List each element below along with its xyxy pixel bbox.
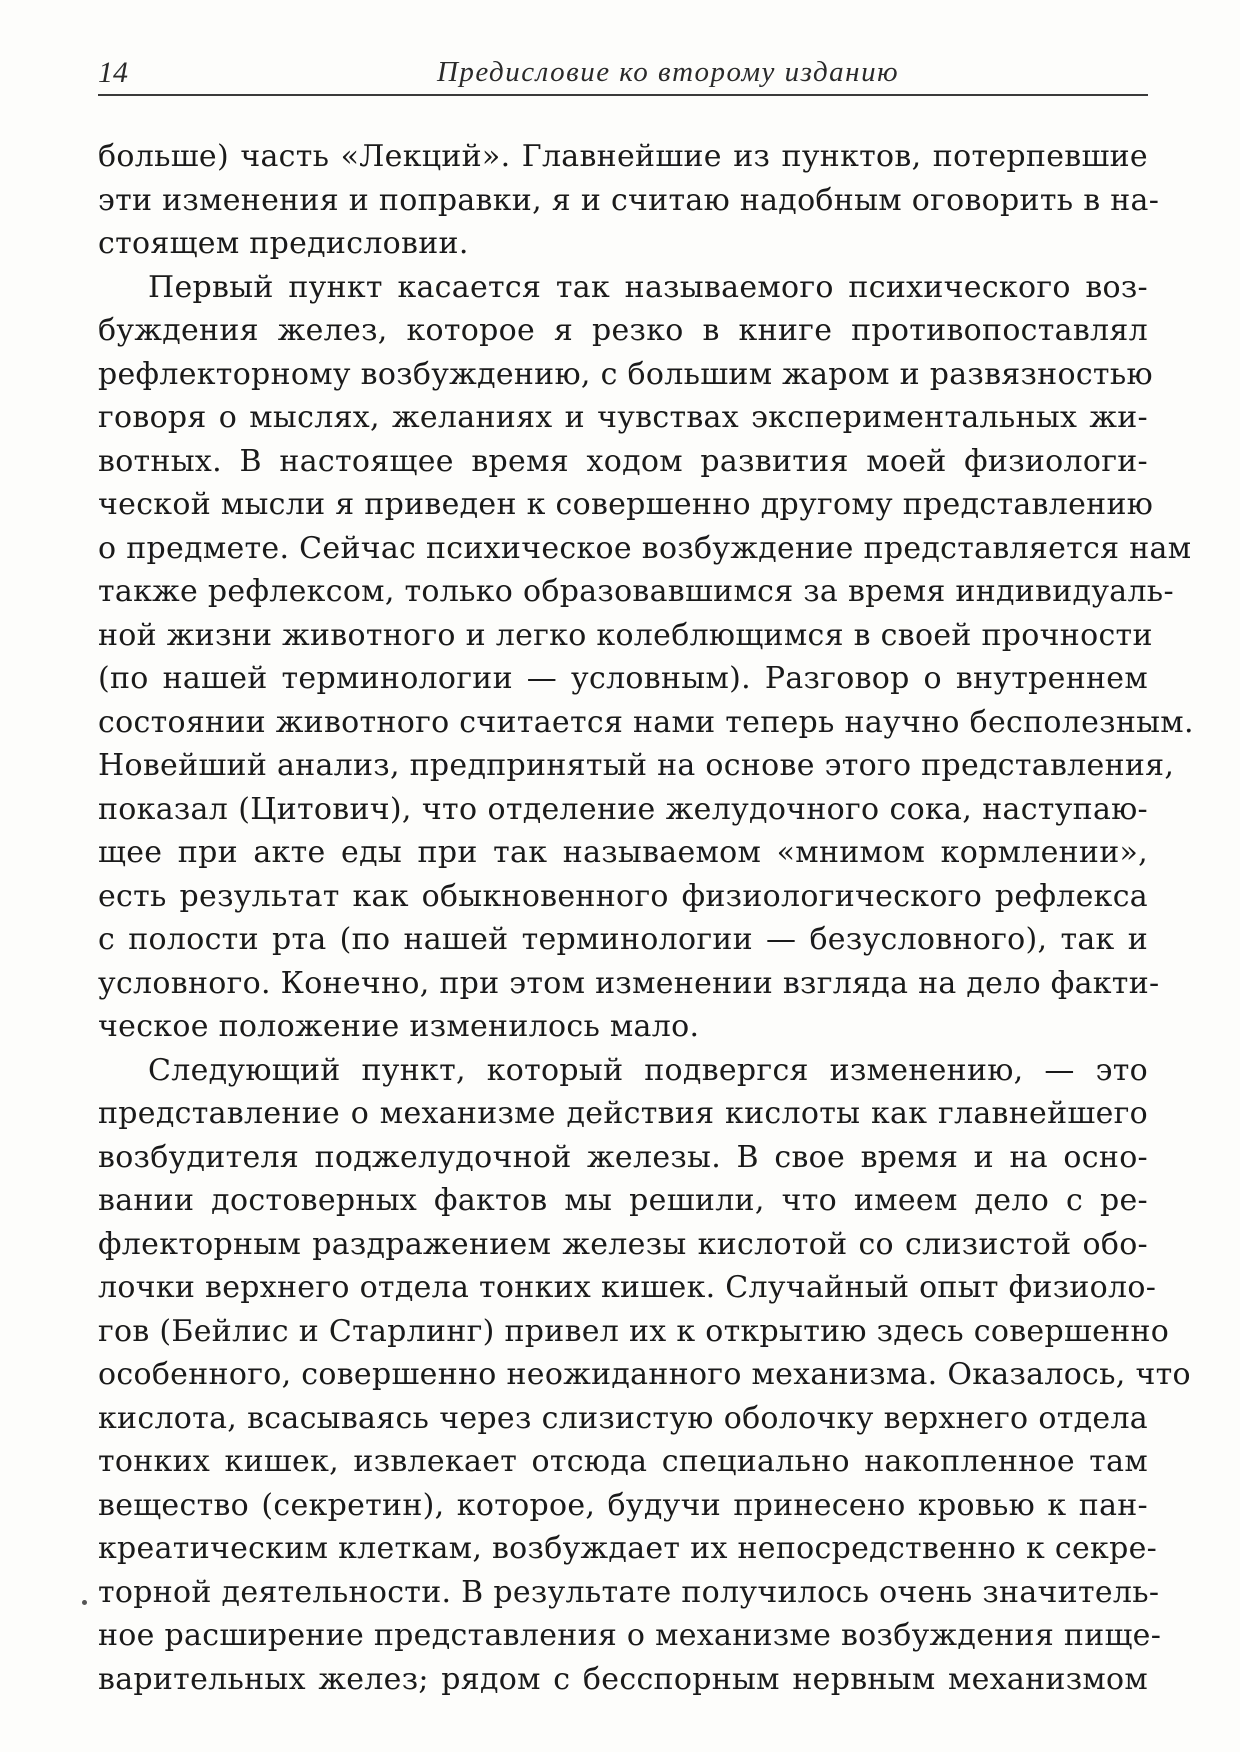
text-line: ной жизни животного и легко колеблющимся в своей прочности [98, 617, 1153, 653]
text-line: варительных желез; рядом с бесспорным нервным механизмом [98, 1661, 1148, 1697]
text-line: вании достоверных фактов мы решили, что имеем дело с ре- [98, 1183, 1148, 1218]
margin-mark [82, 1600, 87, 1605]
body-text [98, 135, 1194, 1701]
text-line: буждения желез, которое я резко в книге противопоставлял [98, 313, 1148, 348]
text-line: с полости рта (по нашей терминологии — безусловного), так и [98, 922, 1148, 957]
text-line: Новейший анализ, предпринятый на основе этого представления, [98, 748, 1175, 783]
text-line: гов (Бейлис и Старлинг) привел их к открытию здесь совершенно [98, 1313, 1170, 1349]
text-line: ческое положение изменилось мало. [98, 1009, 700, 1044]
text-line: состоянии животного считается нами теперь научно бесполезным. [98, 704, 1194, 740]
text-line: вотных. В настоящее время ходом развития моей физиологи- [98, 443, 1148, 479]
text-line: говоря о мыслях, желаниях и чувствах экспериментальных жи- [98, 400, 1148, 435]
text-line: ное расширение представления о механизме возбуждения пище- [98, 1618, 1162, 1653]
text-line: также рефлексом, только образовавшимся за время индивидуаль- [98, 574, 1174, 609]
text-line: тонких кишек, извлекает отсюда специально накопленное там [98, 1444, 1148, 1479]
text-line: особенного, совершенно неожиданного механизма. Оказалось, что [98, 1357, 1191, 1392]
text-line: стоящем предисловии. [98, 226, 469, 261]
text-line: представление о механизме действия кислоты как главнейшего [98, 1096, 1148, 1131]
text-line: эти изменения и поправки, я и считаю надобным оговорить в на- [98, 182, 1160, 218]
text-line: кислота, всасываясь через слизистую оболочку верхнего отдела [98, 1400, 1148, 1436]
page-number: 14 [98, 56, 128, 89]
text-line: креатическим клеткам, возбуждает их непосредственно к секре- [98, 1531, 1158, 1566]
text-line: (по нашей терминологии — условным). Разговор о внутреннем [98, 661, 1148, 696]
text-line: торной деятельности. В результате получилось очень значитель- [98, 1574, 1160, 1610]
text-line: ческой мысли я приведен к совершенно другому представлению [98, 487, 1154, 522]
running-head-title: Предисловие ко второму изданию [436, 56, 900, 88]
paragraph-start-line: Следующий пункт, который подвергся изменению, — это [148, 1052, 1148, 1088]
text-line: возбудителя поджелудочной железы. В свое время и на осно- [98, 1139, 1148, 1175]
text-line: о предмете. Сейчас психическое возбуждение представляется нам [98, 530, 1192, 566]
text-line: лочки верхнего отдела тонких кишек. Случайный опыт физиоло- [98, 1270, 1157, 1305]
text-line: условного. Конечно, при этом изменении взгляда на дело факти- [98, 965, 1160, 1001]
text-line: вещество (секретин), которое, будучи принесено кровью к пан- [98, 1487, 1148, 1523]
text-line: больше) часть «Лекций». Главнейшие из пунктов, потерпевшие [98, 139, 1148, 174]
text-line: показал (Цитович), что отделение желудочного сока, наступаю- [98, 791, 1148, 827]
text-line: щее при акте еды при так называемом «мнимом кормлении», [98, 835, 1148, 870]
running-head [98, 52, 1148, 102]
text-line: рефлекторному возбуждению, с большим жаром и развязностью [98, 356, 1153, 392]
text-line: есть результат как обыкновенного физиологического рефлекса [98, 878, 1148, 914]
header-rule [98, 94, 1148, 96]
paragraph-start-line: Первый пункт касается так называемого психического воз- [148, 269, 1148, 305]
text-line: флекторным раздражением железы кислотой со слизистой обо- [98, 1226, 1148, 1262]
